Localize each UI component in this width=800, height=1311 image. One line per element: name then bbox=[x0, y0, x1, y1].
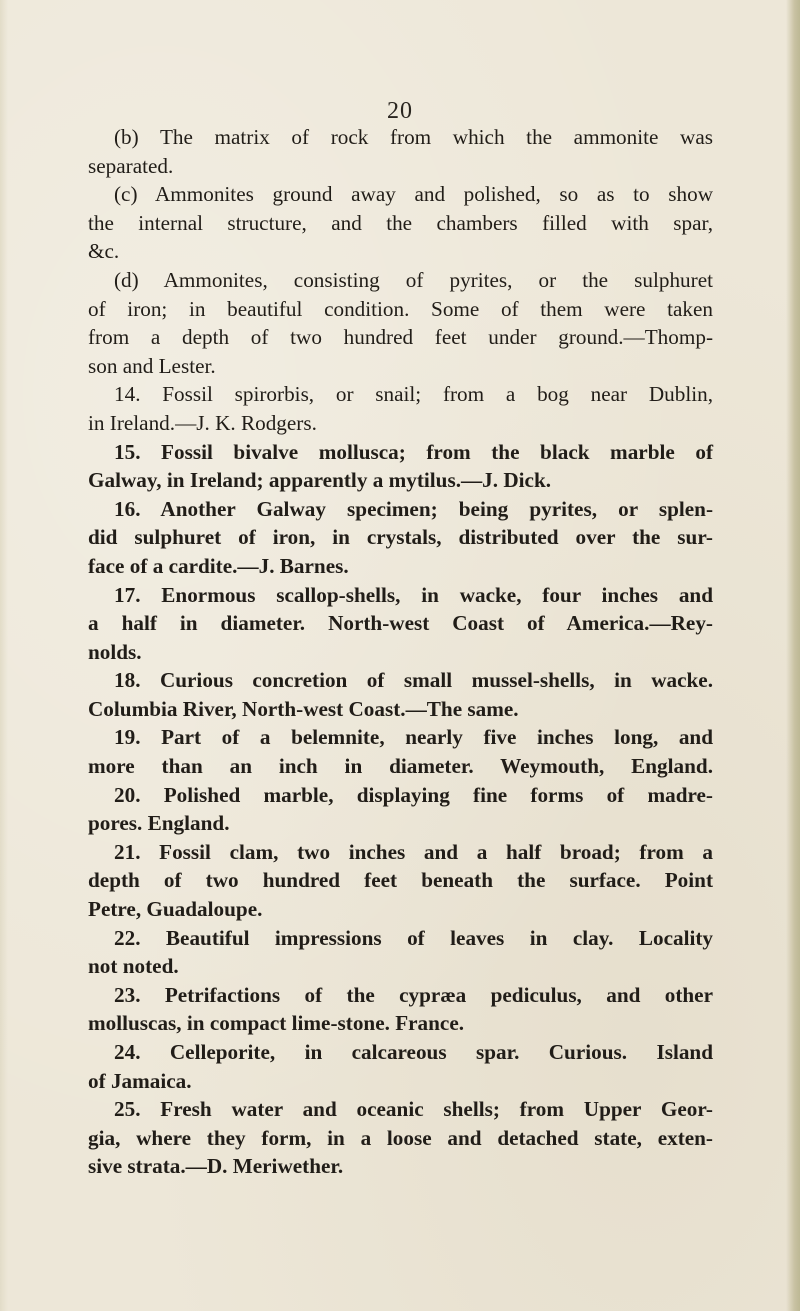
text-line: did sulphuret of iron, in crystals, distributed over the sur- bbox=[88, 525, 713, 550]
text-line: separated. bbox=[88, 153, 174, 178]
text-line: Columbia River, North-west Coast.—The same. bbox=[88, 696, 519, 721]
text-line: 24. Celleporite, in calcareous spar. Curious. Island bbox=[114, 1040, 713, 1064]
text-line: sive strata.—D. Meriwether. bbox=[88, 1154, 344, 1179]
text-line: 22. Beautiful impressions of leaves in clay. Locality bbox=[114, 925, 713, 950]
text-line: of iron; in beautiful condition. Some of them were taken bbox=[88, 296, 713, 321]
text-line: son and Lester. bbox=[88, 353, 216, 378]
text-line: pores. England. bbox=[88, 811, 230, 836]
text-line: 21. Fossil clam, two inches and a half broad; from a bbox=[114, 839, 713, 864]
text-line: nolds. bbox=[88, 639, 142, 664]
text-line: a half in diameter. North-west Coast of America.—Rey- bbox=[88, 611, 713, 636]
text-line: face of a cardite.—J. Barnes. bbox=[88, 553, 349, 578]
text-line: depth of two hundred feet beneath the surface. Point bbox=[88, 868, 713, 893]
page-right-edge bbox=[786, 0, 800, 1311]
text-line: more than an inch in diameter. Weymouth, England. bbox=[88, 754, 713, 779]
text-line: 16. Another Galway specimen; being pyrites, or splen- bbox=[114, 496, 713, 521]
text-line: (b) The matrix of rock from which the ammonite was bbox=[114, 125, 713, 149]
text-line: gia, where they form, in a loose and detached state, exten- bbox=[88, 1125, 713, 1150]
text-line: Galway, in Ireland; apparently a mytilus.—J. Dick. bbox=[88, 468, 552, 493]
text-line: 19. Part of a belemnite, nearly five inches long, and bbox=[114, 725, 713, 750]
text-line: the internal structure, and the chambers filled with spar, bbox=[88, 210, 713, 235]
text-line: 23. Petrifactions of the cypræa pediculus, and other bbox=[114, 982, 713, 1007]
text-line: 14. Fossil spirorbis, or snail; from a bog near Dublin, bbox=[114, 382, 713, 407]
text-line: from a depth of two hundred feet under ground.—Thomp- bbox=[88, 325, 713, 350]
text-line: (c) Ammonites ground away and polished, so as to show bbox=[114, 182, 713, 207]
text-line: 17. Enormous scallop-shells, in wacke, four inches and bbox=[114, 582, 713, 607]
text-line: (d) Ammonites, consisting of pyrites, or the sulphuret bbox=[114, 267, 713, 292]
text-line: Petre, Guadaloupe. bbox=[88, 897, 263, 922]
body-text bbox=[88, 123, 713, 1181]
text-line: 15. Fossil bivalve mollusca; from the black marble of bbox=[114, 439, 713, 464]
page-number: 20 bbox=[387, 98, 413, 124]
text-line: 25. Fresh water and oceanic shells; from Upper Geor- bbox=[114, 1097, 713, 1122]
text-line: molluscas, in compact lime-stone. France. bbox=[88, 1011, 465, 1036]
text-line: 20. Polished marble, displaying fine forms of madre- bbox=[114, 782, 713, 807]
text-line: not noted. bbox=[88, 954, 179, 979]
page-left-edge bbox=[0, 0, 8, 1311]
text-line: in Ireland.—J. K. Rodgers. bbox=[88, 410, 317, 435]
text-line: of Jamaica. bbox=[88, 1068, 192, 1093]
text-line: 18. Curious concretion of small mussel-shells, in wacke. bbox=[114, 668, 713, 693]
text-line: &c. bbox=[88, 239, 120, 264]
